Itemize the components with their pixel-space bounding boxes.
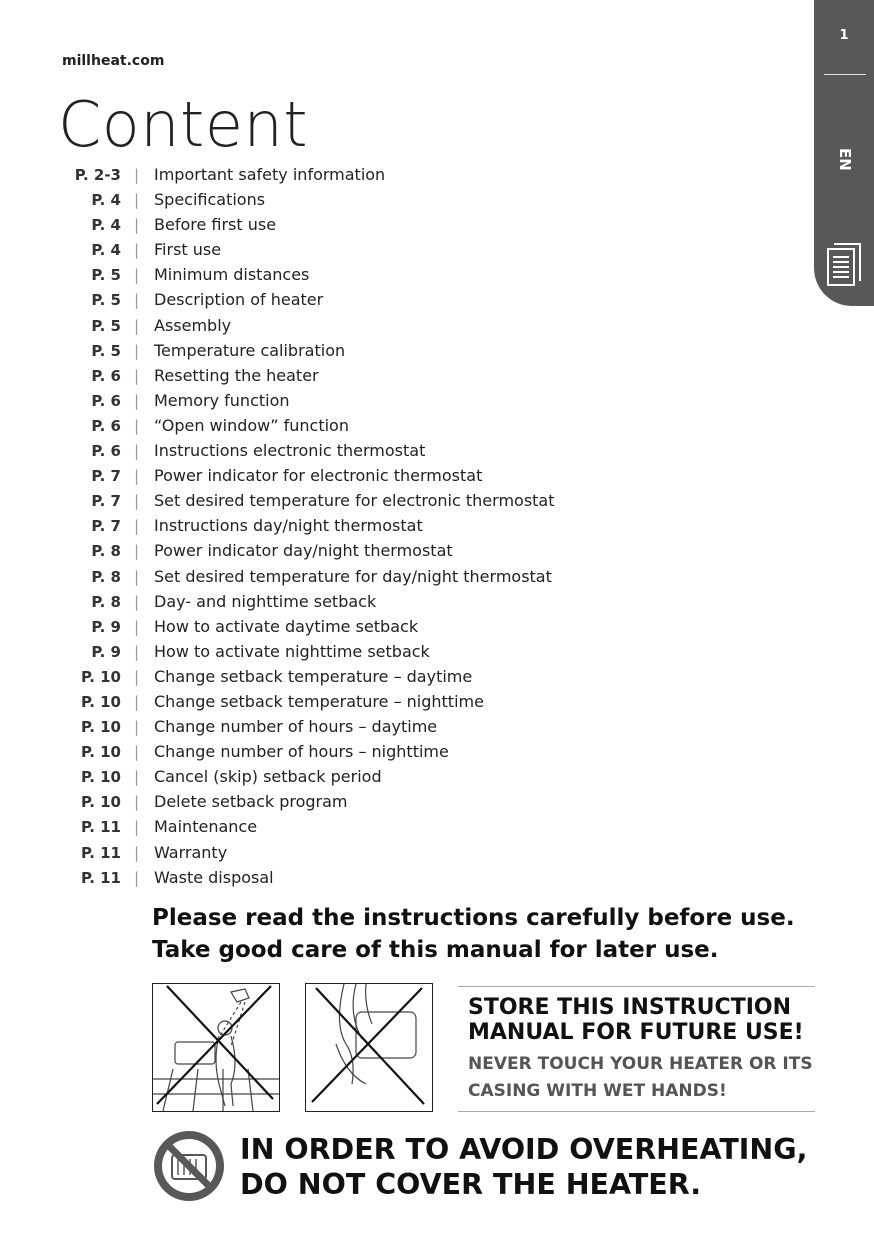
do-not-cover-icon	[152, 1129, 226, 1203]
toc-row	[0, 867, 700, 892]
toc-label: Change setback temperature – nighttime	[154, 691, 484, 711]
toc-row	[0, 490, 700, 515]
toc-page-number: P. 8	[91, 542, 121, 561]
toc-separator: |	[134, 642, 140, 661]
toc-label: Power indicator day/night thermostat	[154, 541, 453, 561]
toc-label: Instructions electronic thermostat	[154, 441, 426, 461]
toc-label: Maintenance	[154, 817, 258, 837]
toc-separator: |	[134, 216, 140, 235]
toc-page-number: P. 10	[80, 692, 121, 711]
toc-label: Change number of hours – nighttime	[154, 742, 449, 762]
no-covering-illustration	[305, 983, 433, 1112]
toc-label: Set desired temperature for day/night thermostat	[154, 566, 552, 586]
toc-row	[0, 289, 700, 314]
toc-page-number: P. 10	[80, 718, 121, 737]
toc-row	[0, 239, 700, 264]
toc-page-number: P. 5	[91, 291, 121, 310]
toc-page-number: P. 11	[80, 868, 121, 887]
toc-separator: |	[134, 567, 140, 586]
toc-row	[0, 264, 700, 289]
toc-label: Waste disposal	[154, 867, 274, 887]
toc-separator: |	[134, 743, 140, 762]
wet-hands-warning: NEVER TOUCH YOUR HEATER OR ITS CASING WITH WET HANDS!	[468, 1054, 813, 1101]
toc-page-number: P. 11	[80, 843, 121, 862]
toc-row	[0, 540, 700, 565]
toc-label: Cancel (skip) setback period	[154, 767, 382, 787]
toc-separator: |	[134, 416, 140, 435]
toc-page-number: P. 11	[80, 818, 121, 837]
toc-label: Change number of hours – daytime	[154, 717, 438, 737]
toc-row	[0, 340, 700, 365]
table-of-contents	[0, 164, 700, 892]
toc-label: Delete setback program	[154, 792, 348, 812]
toc-page-number: P. 10	[80, 743, 121, 762]
toc-page-number: P. 6	[91, 416, 121, 435]
toc-page-number: P. 10	[80, 667, 121, 686]
overheating-warning: IN ORDER TO AVOID OVERHEATING, DO NOT COVER THE HEATER.	[240, 1133, 808, 1201]
toc-row	[0, 189, 700, 214]
toc-row	[0, 390, 700, 415]
toc-label: Warranty	[154, 842, 228, 862]
page-title: Content	[58, 88, 309, 161]
toc-label: “Open window” function	[154, 415, 349, 435]
toc-page-number: P. 5	[91, 341, 121, 360]
toc-label: How to activate daytime setback	[154, 616, 419, 636]
toc-separator: |	[134, 542, 140, 561]
toc-row	[0, 591, 700, 616]
toc-separator: |	[134, 868, 140, 887]
toc-row	[0, 465, 700, 490]
toc-separator: |	[134, 266, 140, 285]
toc-row	[0, 842, 700, 867]
toc-row	[0, 365, 700, 390]
side-tab	[814, 0, 874, 306]
toc-separator: |	[134, 467, 140, 486]
toc-row	[0, 816, 700, 841]
toc-row	[0, 791, 700, 816]
toc-separator: |	[134, 191, 140, 210]
toc-separator: |	[134, 366, 140, 385]
no-bathroom-illustration	[152, 983, 280, 1112]
toc-separator: |	[134, 316, 140, 335]
toc-separator: |	[134, 492, 140, 511]
toc-page-number: P. 7	[91, 492, 121, 511]
toc-label: Set desired temperature for electronic thermostat	[154, 491, 555, 511]
toc-label: Minimum distances	[154, 265, 310, 285]
site-url: millheat.com	[62, 53, 165, 69]
toc-row	[0, 164, 700, 189]
notice-line-1: Please read the instructions carefully before use.	[152, 905, 795, 931]
toc-label: Important safety information	[154, 165, 386, 184]
toc-page-number: P. 10	[80, 793, 121, 812]
toc-row	[0, 716, 700, 741]
toc-separator: |	[134, 617, 140, 636]
toc-page-number: P. 7	[91, 467, 121, 486]
toc-separator: |	[134, 843, 140, 862]
toc-separator: |	[134, 768, 140, 787]
toc-label: First use	[154, 240, 222, 260]
toc-page-number: P. 9	[91, 642, 121, 661]
store-title: STORE THIS INSTRUCTION MANUAL FOR FUTURE USE!	[468, 995, 804, 1045]
toc-page-number: P. 10	[80, 768, 121, 787]
tab-divider	[824, 74, 866, 75]
toc-separator: |	[134, 592, 140, 611]
toc-separator: |	[134, 291, 140, 310]
toc-label: Memory function	[154, 390, 290, 410]
toc-separator: |	[134, 391, 140, 410]
toc-page-number: P. 5	[91, 316, 121, 335]
toc-separator: |	[134, 517, 140, 536]
toc-separator: |	[134, 241, 140, 260]
notice-line-2: Take good care of this manual for later use.	[152, 937, 719, 963]
toc-separator: |	[134, 692, 140, 711]
toc-row	[0, 440, 700, 465]
toc-separator: |	[134, 166, 140, 184]
toc-page-number: P. 6	[91, 366, 121, 385]
document-icon	[827, 243, 861, 287]
toc-page-number: P. 4	[91, 241, 121, 260]
page-number: 1	[839, 28, 849, 43]
toc-label: How to activate nighttime setback	[154, 641, 430, 661]
toc-page-number: P. 9	[91, 617, 121, 636]
toc-label: Assembly	[154, 315, 232, 335]
toc-page-number: P. 8	[91, 567, 121, 586]
toc-label: Specifications	[154, 190, 266, 210]
toc-page-number: P. 2-3	[74, 166, 121, 184]
toc-separator: |	[134, 667, 140, 686]
toc-row	[0, 616, 700, 641]
toc-label: Day- and nighttime setback	[154, 591, 377, 611]
toc-label: Instructions day/night thermostat	[154, 516, 423, 536]
toc-row	[0, 315, 700, 340]
toc-row	[0, 214, 700, 239]
toc-separator: |	[134, 341, 140, 360]
toc-row	[0, 741, 700, 766]
toc-page-number: P. 7	[91, 517, 121, 536]
toc-row	[0, 666, 700, 691]
toc-row	[0, 766, 700, 791]
toc-separator: |	[134, 442, 140, 461]
toc-page-number: P. 4	[91, 191, 121, 210]
toc-label: Before first use	[154, 215, 277, 235]
toc-separator: |	[134, 818, 140, 837]
toc-page-number: P. 6	[91, 442, 121, 461]
toc-row	[0, 515, 700, 540]
toc-label: Power indicator for electronic thermostat	[154, 466, 483, 486]
toc-label: Description of heater	[154, 290, 324, 310]
language-label: EN	[836, 148, 854, 171]
toc-label: Temperature calibration	[154, 340, 346, 360]
toc-page-number: P. 5	[91, 266, 121, 285]
toc-row	[0, 415, 700, 440]
store-instructions-box	[458, 986, 815, 1112]
toc-separator: |	[134, 718, 140, 737]
toc-row	[0, 691, 700, 716]
toc-page-number: P. 4	[91, 216, 121, 235]
toc-label: Resetting the heater	[154, 365, 319, 385]
toc-row	[0, 641, 700, 666]
toc-separator: |	[134, 793, 140, 812]
toc-row	[0, 566, 700, 591]
toc-page-number: P. 6	[91, 391, 121, 410]
toc-label: Change setback temperature – daytime	[154, 666, 473, 686]
toc-page-number: P. 8	[91, 592, 121, 611]
